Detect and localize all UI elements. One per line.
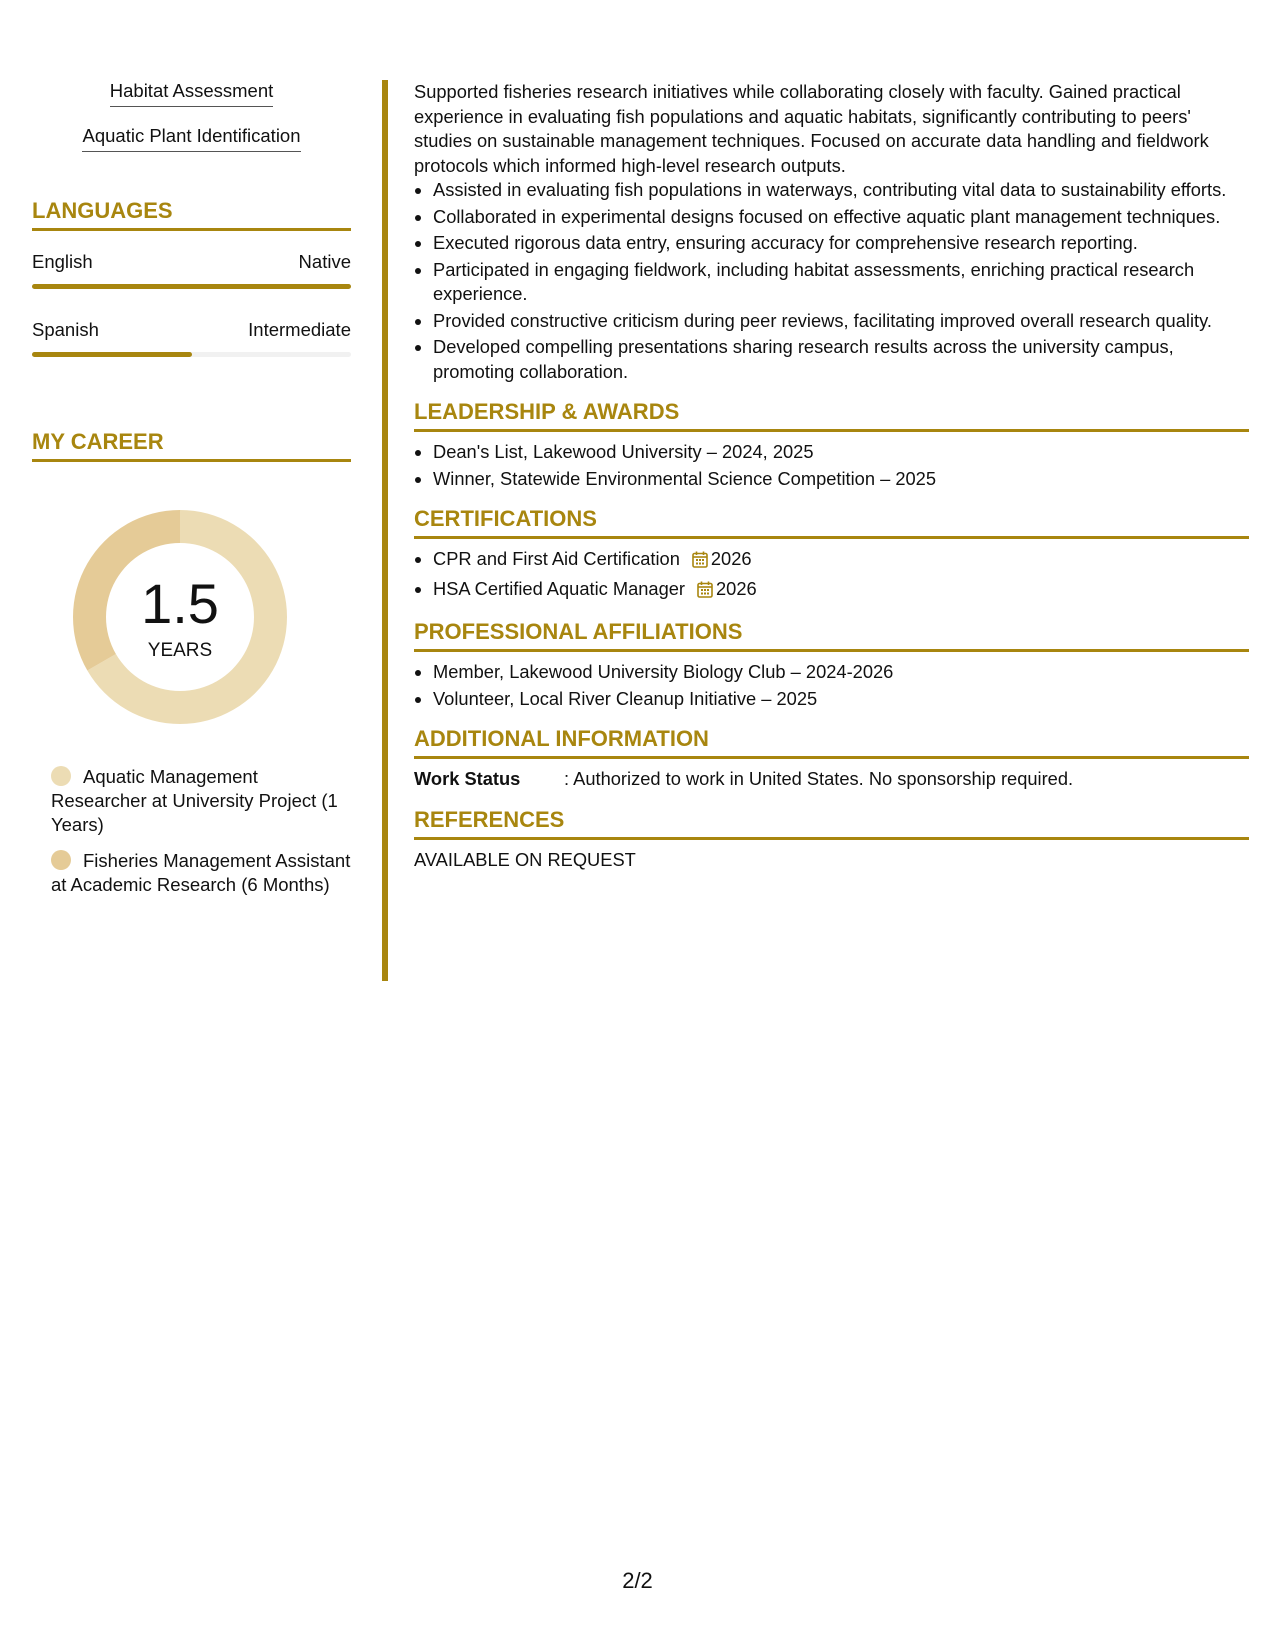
list-item: • Provided constructive criticism during peer reviews, facilitating improved overall research quality. — [433, 309, 1249, 334]
list-item: • Dean's List, Lakewood University – 2024, 2025 — [433, 440, 1249, 465]
list-item: • Winner, Statewide Environmental Science Competition – 2025 — [433, 467, 1249, 492]
career-total-unit: YEARS — [147, 640, 213, 661]
career-legend-item — [51, 765, 351, 837]
awards-heading: LEADERSHIP & AWARDS — [414, 398, 1249, 432]
main-content — [414, 80, 1249, 872]
skill-tag: Habitat Assessment — [110, 80, 274, 107]
list-item: • Assisted in evaluating fish populations in waterways, contributing vital data to sustainability efforts. — [433, 178, 1249, 203]
career-heading: MY CAREER — [32, 429, 351, 462]
additional-info-heading: ADDITIONAL INFORMATION — [414, 725, 1249, 759]
languages-heading: LANGUAGES — [32, 198, 351, 231]
experience-summary: Supported fisheries research initiatives while collaborating closely with faculty. Gained practical experience in evaluating fish populations and aquatic habitats, significantly contributing to peers' studies on sustainable management techniques. Focused on accurate data handling and fieldwork protocols which informed high-level research outputs. — [414, 81, 1209, 176]
page-number: 2/2 — [622, 1568, 653, 1593]
affiliations-list — [414, 660, 1249, 711]
awards-list — [414, 440, 1249, 491]
language-item — [32, 251, 351, 289]
work-status-row — [414, 767, 1249, 792]
skills-list — [32, 80, 351, 170]
certification-name: CPR and First Aid Certification — [433, 548, 680, 569]
certification-item — [433, 577, 1249, 605]
certification-year: 2026 — [710, 548, 752, 569]
career-legend-label: Fisheries Management Assistant at Academic Research (6 Months) — [51, 850, 351, 895]
language-proficiency-bar — [32, 352, 351, 357]
list-item: • Participated in engaging fieldwork, including habitat assessments, enriching practical research experience. — [433, 258, 1249, 307]
certification-name: HSA Certified Aquatic Manager — [433, 577, 686, 599]
certifications-list — [414, 547, 1249, 604]
career-section — [32, 429, 351, 897]
calendar-icon — [692, 550, 708, 575]
list-item: • Executed rigorous data entry, ensuring accuracy for comprehensive research reporting. — [433, 231, 1249, 256]
legend-dot-icon — [51, 766, 71, 786]
list-item: • Volunteer, Local River Cleanup Initiative – 2025 — [433, 687, 1249, 712]
language-item — [32, 319, 351, 357]
language-name: English — [32, 251, 93, 272]
affiliations-heading: PROFESSIONAL AFFILIATIONS — [414, 618, 1249, 652]
language-proficiency-fill — [32, 352, 192, 357]
career-legend-label: Aquatic Management Researcher at University Project (1 Years) — [51, 766, 338, 835]
career-donut-chart — [65, 502, 295, 732]
certification-year: 2026 — [716, 577, 757, 599]
languages-section — [32, 198, 351, 357]
list-item: • Collaborated in experimental designs focused on effective aquatic plant management techniques. — [433, 205, 1249, 230]
career-total-value: 1.5 — [141, 572, 219, 635]
career-legend-item — [51, 849, 351, 897]
experience-bullets — [414, 178, 1249, 384]
sidebar — [32, 80, 351, 909]
column-divider — [382, 80, 388, 981]
references-heading: REFERENCES — [414, 806, 1249, 840]
language-level: Intermediate — [248, 319, 351, 340]
language-level: Native — [298, 251, 351, 272]
work-status-value: : Authorized to work in United States. No sponsorship required. — [564, 768, 1074, 789]
list-item: • Member, Lakewood University Biology Club – 2024-2026 — [433, 660, 1249, 685]
certifications-heading: CERTIFICATIONS — [414, 505, 1249, 539]
career-legend — [32, 765, 351, 897]
language-proficiency-fill — [32, 284, 351, 289]
language-name: Spanish — [32, 319, 99, 340]
calendar-icon — [697, 580, 713, 605]
work-status-label: Work Status — [414, 768, 521, 789]
list-item: • Developed compelling presentations sharing research results across the university campus, promoting collaboration. — [433, 335, 1249, 384]
references-text: AVAILABLE ON REQUEST — [414, 848, 636, 870]
certification-item — [433, 547, 1249, 575]
skill-tag: Aquatic Plant Identification — [82, 125, 300, 152]
legend-dot-icon — [51, 850, 71, 870]
language-proficiency-bar — [32, 284, 351, 289]
